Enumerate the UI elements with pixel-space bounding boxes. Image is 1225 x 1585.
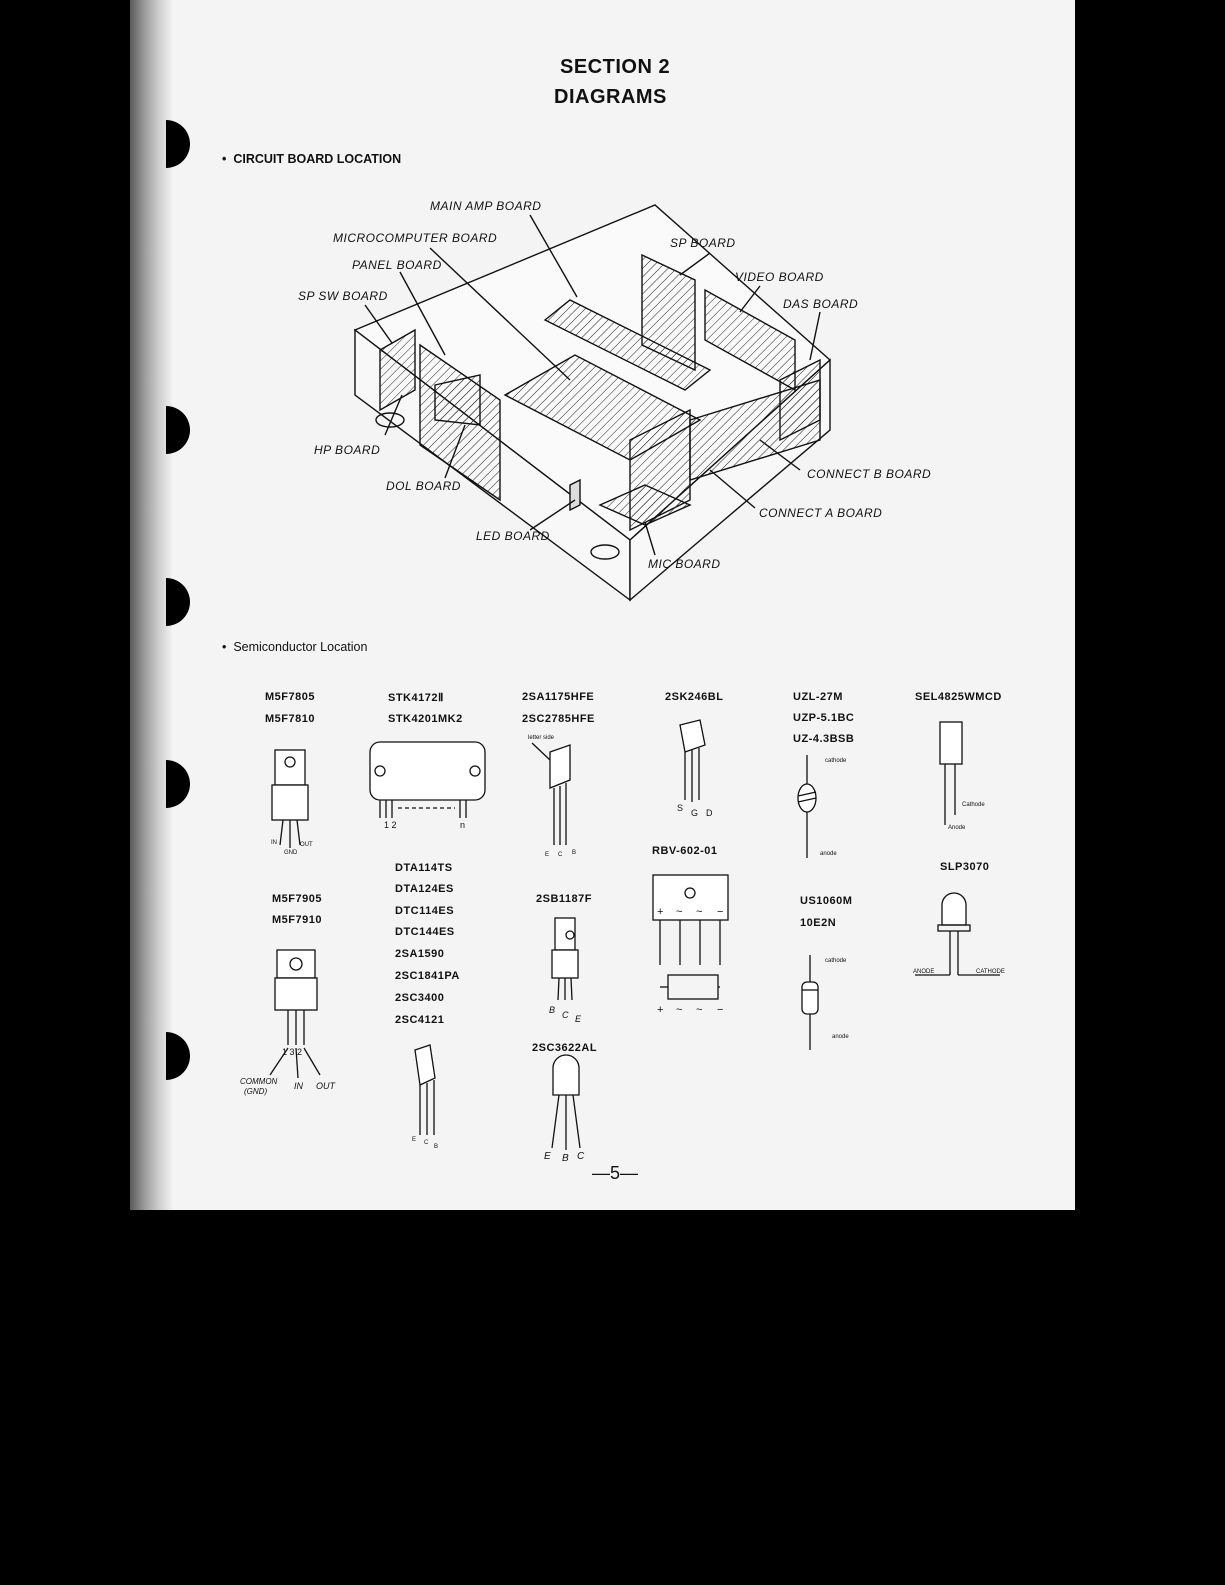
part-number: 2SC3400 [395,992,445,1004]
part-number: 2SC2785HFE [522,713,595,725]
us-diode-icon [802,955,818,1050]
part-number: SLP3070 [940,861,990,873]
bridge-mark: ~ [696,906,703,918]
bridge-mark: + [657,1004,664,1016]
note-label: anode [832,1034,849,1040]
part-number: STK4172Ⅱ [388,692,444,704]
pin-label: D [706,808,713,818]
bridge-mark: ~ [676,906,683,918]
fet-package-icon [680,720,705,802]
part-number: 2SC1841PA [395,970,460,982]
part-number: M5F7905 [272,893,322,905]
bridge-mark: − [717,1004,724,1016]
pin-label: B [562,1153,569,1164]
bridge-mark: + [657,906,664,918]
note-label: letter side [528,735,555,741]
bridge-mark: − [717,906,724,918]
component-outlines [270,720,1000,1150]
part-number: UZP-5.1BC [793,712,855,724]
part-number: UZL-27M [793,691,843,703]
label-connect-b-board: CONNECT B BOARD [807,467,932,481]
diagram-artwork [130,0,1075,1210]
circuit-board-heading: • CIRCUIT BOARD LOCATION [222,152,402,166]
part-number: US1060M [800,895,853,907]
label-panel-board: PANEL BOARD [352,258,442,272]
pin-label: 1 3 2 [282,1047,303,1057]
note-label: ANODE [913,969,935,975]
stk-package-icon [370,742,485,818]
pin-label: GND [284,850,298,856]
part-number: SEL4825WMCD [915,691,1002,703]
pin-label: B [434,1144,439,1150]
note-label: cathode [825,958,847,964]
tr-2sc-package-icon [552,1055,580,1150]
bridge-rectifier-icon [653,875,728,999]
part-number: 2SC4121 [395,1014,445,1026]
part-number: DTC144ES [395,926,455,938]
pin-label: IN [271,840,277,846]
note-label: anode [820,851,837,857]
part-number: 2SK246BL [665,691,724,703]
scan-bottom-area [0,1210,1225,1585]
pin-label: B [572,850,577,856]
part-number: DTC114ES [395,905,455,917]
note-label: Anode [948,825,966,831]
label-mic-board: MIC BOARD [648,557,721,571]
pin-label: C [562,1010,569,1020]
zener-diode-icon [798,755,816,858]
label-sp-sw-board: SP SW BOARD [298,289,388,303]
m5f79-package-icon [270,950,320,1078]
label-connect-a-board: CONNECT A BOARD [759,506,883,520]
pin-label: OUT [316,1081,335,1091]
part-number: 2SB1187F [536,893,592,905]
part-number: M5F7810 [265,713,315,725]
pin-label: E [544,1151,551,1162]
label-led-board: LED BOARD [476,529,550,543]
part-number: 2SA1590 [395,948,445,960]
circuit-board-heading-text: CIRCUIT BOARD LOCATION [233,152,402,166]
part-number: DTA124ES [395,883,454,895]
pin-label: (GND) [244,1087,268,1096]
pin-label: n [460,820,466,830]
pin-label: S [677,803,684,813]
part-number: RBV-602-01 [652,845,718,857]
part-number: M5F7910 [272,914,322,926]
label-sp-board: SP BOARD [670,236,736,250]
pin-label: 1 2 [384,820,397,830]
label-dol-board: DOL BOARD [386,479,461,493]
semiconductor-heading-text: Semiconductor Location [233,640,368,654]
note-label: cathode [825,758,847,764]
label-microcomputer-board: MICROCOMPUTER BOARD [333,231,498,245]
semiconductor-heading: • Semiconductor Location [222,640,368,654]
label-hp-board: HP BOARD [314,443,381,457]
page-title: DIAGRAMS [554,86,667,108]
pin-label: OUT [300,842,313,848]
tr-2sb-package-icon [552,918,578,1000]
pin-label: B [549,1005,556,1015]
led-board-shape [570,480,580,510]
part-number: 2SA1175HFE [522,691,595,703]
tr-2sa-package-icon [532,743,570,845]
pin-label: C [577,1151,585,1162]
part-number: 2SC3622AL [532,1042,598,1054]
pin-label: E [545,852,550,858]
part-number: 10E2N [800,917,837,929]
part-number: DTA114TS [395,862,453,874]
section-number: SECTION 2 [560,56,671,78]
part-number: STK4201MK2 [388,713,463,725]
pin-label: E [412,1137,417,1143]
sel-led-icon [940,722,962,825]
pin-label: C [424,1140,429,1146]
label-main-amp-board: MAIN AMP BOARD [430,199,542,213]
label-das-board: DAS BOARD [783,297,859,311]
pin-label: IN [294,1081,303,1091]
note-label: CATHODE [976,969,1005,975]
bridge-mark: ~ [676,1004,683,1016]
pin-label: E [575,1014,582,1024]
part-number: UZ-4.3BSB [793,733,855,745]
bridge-mark: ~ [696,1004,703,1016]
label-video-board: VIDEO BOARD [735,270,824,284]
pin-label: COMMON [240,1077,278,1086]
page-number: —5— [592,1163,639,1183]
digital-tr-package-icon [415,1045,435,1135]
slp-led-icon [915,893,1000,975]
manual-page [130,0,1075,1210]
pin-label: C [558,852,563,858]
pin-label: G [691,808,699,818]
note-label: Cathode [962,802,985,808]
part-number: M5F7805 [265,691,315,703]
m5f78-package-icon [272,750,308,848]
